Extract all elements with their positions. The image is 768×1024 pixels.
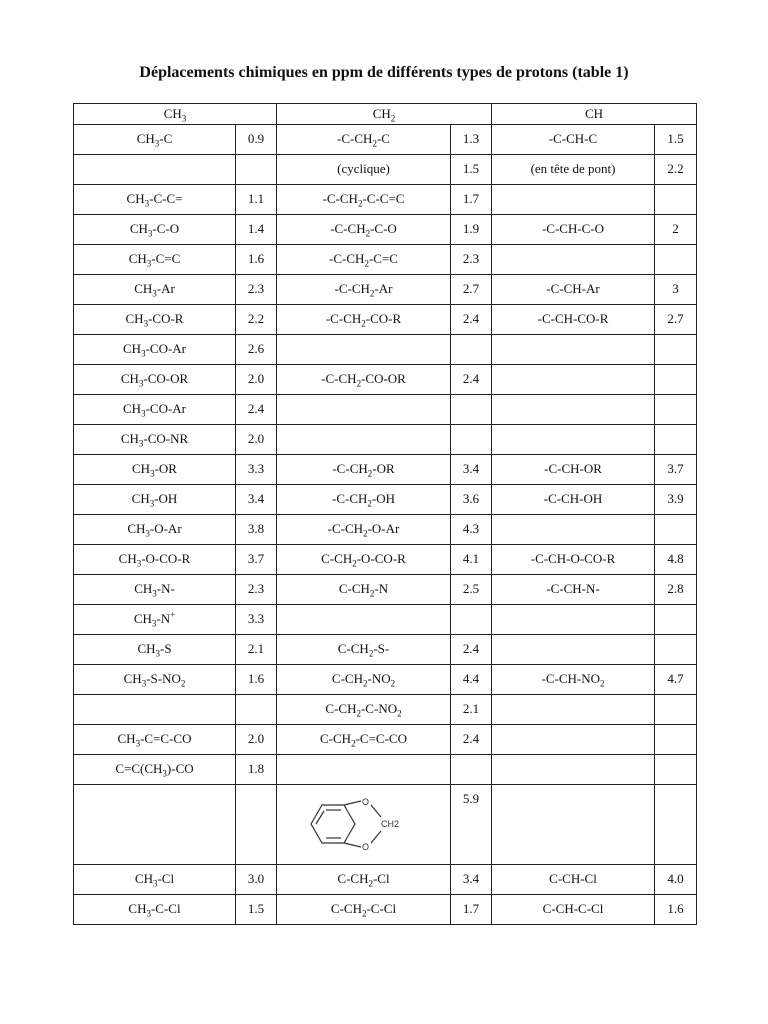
cell-ch-group xyxy=(492,755,655,785)
cell-ch-shift: 4.8 xyxy=(655,545,697,575)
cell-ch-group: C-CH-Cl xyxy=(492,865,655,895)
table-row xyxy=(74,125,697,155)
cell-ch3-group: $CH_3-OH$ xyxy=(74,485,236,515)
cell-ch2-group: $-C-CH_2-C$ xyxy=(277,125,451,155)
table-row xyxy=(74,485,697,515)
cell-ch2-shift: 1.9 xyxy=(451,215,492,245)
table-row xyxy=(74,185,697,215)
cell-ch-group: -C-CH-Ar xyxy=(492,275,655,305)
cell-ch2-shift: 3.6 xyxy=(451,485,492,515)
cell-ch2-shift xyxy=(451,395,492,425)
cell-ch3-shift: 2.3 xyxy=(236,575,277,605)
cell-ch3-group: $C=C(CH_3)-CO$ xyxy=(74,755,236,785)
cell-ch-group: -C-CH-C-O xyxy=(492,215,655,245)
cell-ch-group xyxy=(492,425,655,455)
table-row xyxy=(74,755,697,785)
cell-ch-group: -C-CH-OH xyxy=(492,485,655,515)
cell-ch2-shift: 2.5 xyxy=(451,575,492,605)
cell-ch3-group: $CH_3-C$ xyxy=(74,125,236,155)
cell-ch3-shift: 1.5 xyxy=(236,895,277,925)
cell-ch2-shift: 3.4 xyxy=(451,865,492,895)
table-row xyxy=(74,895,697,925)
cell-ch2-group: $-C-CH_2-C-C=C$ xyxy=(277,185,451,215)
cell-ch2-shift: 1.7 xyxy=(451,185,492,215)
cell-ch2-group: $C-CH_2-C-NO_2$ xyxy=(277,695,451,725)
cell-ch3-shift: 2.6 xyxy=(236,335,277,365)
cell-ch3-group xyxy=(74,785,236,865)
cell-ch2-group: $-C-CH_2-C-O$ xyxy=(277,215,451,245)
cell-ch3-shift: 1.1 xyxy=(236,185,277,215)
cell-ch-group: -C-CH-OR xyxy=(492,455,655,485)
cell-ch-group: -C-CH-CO-R xyxy=(492,305,655,335)
cell-ch2-shift: 2.4 xyxy=(451,635,492,665)
methylenedioxybenzene-structure xyxy=(305,793,415,855)
table-row xyxy=(74,575,697,605)
cell-ch2-group xyxy=(277,335,451,365)
cell-ch-group xyxy=(492,635,655,665)
cell-ch2-group: $-C-CH_2-OH$ xyxy=(277,485,451,515)
cell-ch2-shift: 2.4 xyxy=(451,365,492,395)
cell-ch-shift xyxy=(655,365,697,395)
table-row xyxy=(74,455,697,485)
table-row xyxy=(74,545,697,575)
cell-ch-group xyxy=(492,515,655,545)
cell-ch-shift xyxy=(655,335,697,365)
cell-ch-shift xyxy=(655,515,697,545)
cell-ch-group xyxy=(492,785,655,865)
cell-ch-shift: 3 xyxy=(655,275,697,305)
cell-ch2-group: $C-CH_2-S-$ xyxy=(277,635,451,665)
cell-ch3-group: $CH_3-O-Ar$ xyxy=(74,515,236,545)
cell-ch3-shift: 2.3 xyxy=(236,275,277,305)
table-row xyxy=(74,605,697,635)
cell-ch-shift: 2.2 xyxy=(655,155,697,185)
cell-ch-shift xyxy=(655,635,697,665)
cell-ch-group xyxy=(492,365,655,395)
cell-ch2-shift: 2.3 xyxy=(451,245,492,275)
cell-ch-shift: 4.7 xyxy=(655,665,697,695)
cell-ch2-group: $C-CH_2-NO_2$ xyxy=(277,665,451,695)
cell-ch3-group: $CH_3-C=C-CO$ xyxy=(74,725,236,755)
table-row xyxy=(74,365,697,395)
cell-ch2-shift: 2.7 xyxy=(451,275,492,305)
cell-ch3-shift xyxy=(236,785,277,865)
cell-ch-shift xyxy=(655,395,697,425)
table-row xyxy=(74,785,697,865)
table-row xyxy=(74,155,697,185)
cell-ch-group xyxy=(492,245,655,275)
cell-ch-shift xyxy=(655,755,697,785)
cell-ch-shift: 2.7 xyxy=(655,305,697,335)
cell-ch-shift: 3.7 xyxy=(655,455,697,485)
cell-ch2-group: $-C-CH_2-C=C$ xyxy=(277,245,451,275)
cell-ch3-shift: 1.8 xyxy=(236,755,277,785)
cell-ch2-group: $C-CH_2-Cl$ xyxy=(277,865,451,895)
cell-ch3-group: $CH_3-C-Cl$ xyxy=(74,895,236,925)
cell-ch3-shift: 3.7 xyxy=(236,545,277,575)
cell-ch-shift xyxy=(655,725,697,755)
cell-ch-group: C-CH-C-Cl xyxy=(492,895,655,925)
table-row xyxy=(74,695,697,725)
cell-ch2-group: (cyclique) xyxy=(277,155,451,185)
cell-ch3-shift xyxy=(236,695,277,725)
cell-ch2-group: $C-CH_2-C-Cl$ xyxy=(277,895,451,925)
cell-ch2-group xyxy=(277,425,451,455)
cell-ch2-shift xyxy=(451,335,492,365)
cell-ch-shift xyxy=(655,785,697,865)
cell-ch-group: -C-CH-C xyxy=(492,125,655,155)
header-ch3: $CH_3$ xyxy=(74,104,277,125)
header-ch2: $CH_2$ xyxy=(277,104,492,125)
cell-ch3-group: $CH_3-S-NO_2$ xyxy=(74,665,236,695)
table-row xyxy=(74,635,697,665)
cell-ch-group: (en tête de pont) xyxy=(492,155,655,185)
table-row xyxy=(74,865,697,895)
cell-ch2-shift xyxy=(451,425,492,455)
cell-ch-group xyxy=(492,695,655,725)
cell-ch3-shift: 2.2 xyxy=(236,305,277,335)
cell-ch2-group xyxy=(277,785,451,865)
cell-ch3-shift: 2.4 xyxy=(236,395,277,425)
ch2-label: CH2 xyxy=(381,819,400,829)
cell-ch3-shift: 2.0 xyxy=(236,365,277,395)
cell-ch2-group: $-C-CH_2-CO-OR$ xyxy=(277,365,451,395)
cell-ch3-group xyxy=(74,695,236,725)
cell-ch3-group: $CH_3-C=C$ xyxy=(74,245,236,275)
cell-ch3-shift: 1.6 xyxy=(236,665,277,695)
cell-ch3-group: $CH_3-CO-Ar$ xyxy=(74,395,236,425)
cell-ch3-group: $CH_3-O-CO-R$ xyxy=(74,545,236,575)
cell-ch2-group xyxy=(277,755,451,785)
cell-ch3-group: $CH_3-CO-OR$ xyxy=(74,365,236,395)
cell-ch2-shift: 3.4 xyxy=(451,455,492,485)
cell-ch2-shift xyxy=(451,755,492,785)
table-row xyxy=(74,725,697,755)
cell-ch2-shift xyxy=(451,605,492,635)
cell-ch-shift: 1.5 xyxy=(655,125,697,155)
cell-ch3-group xyxy=(74,155,236,185)
cell-ch2-shift: 5.9 xyxy=(451,785,492,865)
cell-ch2-shift: 2.1 xyxy=(451,695,492,725)
cell-ch3-shift: 3.3 xyxy=(236,455,277,485)
cell-ch-group xyxy=(492,725,655,755)
cell-ch3-shift: 3.0 xyxy=(236,865,277,895)
table-row xyxy=(74,665,697,695)
cell-ch3-group: $CH_3-N-$ xyxy=(74,575,236,605)
cell-ch2-shift: 1.7 xyxy=(451,895,492,925)
table-row xyxy=(74,275,697,305)
cell-ch-shift xyxy=(655,425,697,455)
cell-ch-group: $-C-CH-NO_2$ xyxy=(492,665,655,695)
cell-ch2-group: $-C-CH_2-CO-R$ xyxy=(277,305,451,335)
cell-ch3-group: $CH_3-Cl$ xyxy=(74,865,236,895)
cell-ch-shift: 2 xyxy=(655,215,697,245)
page-title: Déplacements chimiques en ppm de différents types de protons (table 1) xyxy=(139,64,629,81)
cell-ch3-group: $CH_3-C-C=$ xyxy=(74,185,236,215)
header-ch: CH xyxy=(492,104,697,125)
cell-ch-group xyxy=(492,395,655,425)
cell-ch2-group xyxy=(277,605,451,635)
cell-ch3-shift xyxy=(236,155,277,185)
cell-ch2-group: $C-CH_2-C=C-CO$ xyxy=(277,725,451,755)
cell-ch3-shift: 2.0 xyxy=(236,425,277,455)
cell-ch-group xyxy=(492,605,655,635)
cell-ch2-shift: 1.3 xyxy=(451,125,492,155)
cell-ch3-group: $CH_3-Ar$ xyxy=(74,275,236,305)
cell-ch2-group: $C-CH_2-N$ xyxy=(277,575,451,605)
table-row xyxy=(74,515,697,545)
cell-ch3-shift: 1.6 xyxy=(236,245,277,275)
cell-ch-shift xyxy=(655,695,697,725)
cell-ch2-shift: 4.3 xyxy=(451,515,492,545)
cell-ch3-group: $CH_3-C-O$ xyxy=(74,215,236,245)
cell-ch-group xyxy=(492,335,655,365)
cell-ch3-group: $CH_3-N^+$ xyxy=(74,605,236,635)
table-row xyxy=(74,335,697,365)
table-row xyxy=(74,305,697,335)
cell-ch3-shift: 3.8 xyxy=(236,515,277,545)
table-row xyxy=(74,215,697,245)
cell-ch-group: -C-CH-N- xyxy=(492,575,655,605)
cell-ch2-shift: 2.4 xyxy=(451,305,492,335)
header-row xyxy=(74,104,697,125)
cell-ch2-group: $-C-CH_2-O-Ar$ xyxy=(277,515,451,545)
cell-ch-shift xyxy=(655,605,697,635)
cell-ch-shift xyxy=(655,185,697,215)
cell-ch3-shift: 3.3 xyxy=(236,605,277,635)
cell-ch3-shift: 2.1 xyxy=(236,635,277,665)
cell-ch3-group: $CH_3-S$ xyxy=(74,635,236,665)
cell-ch3-group: $CH_3-OR$ xyxy=(74,455,236,485)
cell-ch3-group: $CH_3-CO-Ar$ xyxy=(74,335,236,365)
table-row xyxy=(74,245,697,275)
table-row xyxy=(74,425,697,455)
cell-ch3-group: $CH_3-CO-R$ xyxy=(74,305,236,335)
cell-ch-shift: 2.8 xyxy=(655,575,697,605)
chemical-shift-table xyxy=(73,103,697,925)
cell-ch-shift: 4.0 xyxy=(655,865,697,895)
cell-ch2-shift: 4.1 xyxy=(451,545,492,575)
cell-ch-shift xyxy=(655,245,697,275)
cell-ch2-group: $C-CH_2-O-CO-R$ xyxy=(277,545,451,575)
cell-ch-group xyxy=(492,185,655,215)
cell-ch3-shift: 0.9 xyxy=(236,125,277,155)
cell-ch3-shift: 2.0 xyxy=(236,725,277,755)
oxygen-label-top: O xyxy=(362,797,370,807)
cell-ch2-group: $-C-CH_2-OR$ xyxy=(277,455,451,485)
cell-ch-group: -C-CH-O-CO-R xyxy=(492,545,655,575)
cell-ch-shift: 3.9 xyxy=(655,485,697,515)
cell-ch-shift: 1.6 xyxy=(655,895,697,925)
oxygen-label-bottom: O xyxy=(362,842,370,852)
cell-ch3-group: $CH_3-CO-NR$ xyxy=(74,425,236,455)
cell-ch2-group xyxy=(277,395,451,425)
cell-ch2-shift: 2.4 xyxy=(451,725,492,755)
cell-ch2-shift: 4.4 xyxy=(451,665,492,695)
table-row xyxy=(74,395,697,425)
cell-ch3-shift: 3.4 xyxy=(236,485,277,515)
cell-ch2-group: $-C-CH_2-Ar$ xyxy=(277,275,451,305)
cell-ch3-shift: 1.4 xyxy=(236,215,277,245)
cell-ch2-shift: 1.5 xyxy=(451,155,492,185)
